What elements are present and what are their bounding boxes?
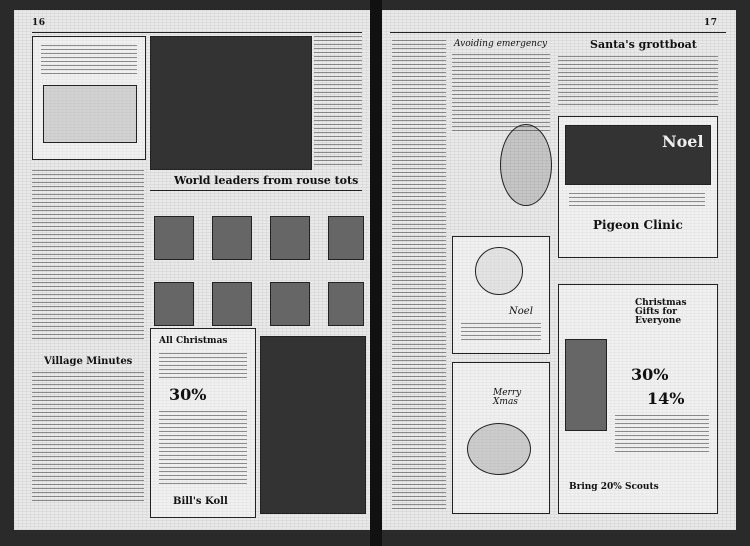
village-text [32,372,144,502]
ornament-illustration [43,85,137,143]
village-heading: Village Minutes [44,356,133,367]
header-rule [390,32,726,33]
left-column-text [392,40,446,510]
store-ad-body [159,411,247,487]
noel-ad-lines [461,323,541,343]
pigeon-ad-subtitle: Pigeon Clinic [593,218,683,232]
merry-xmas-ad [452,362,550,514]
store-ad-name: Bill's Koll [173,496,228,507]
side-heading: Avoiding emergency [454,39,548,49]
gutter [370,0,382,546]
gift-illustration [565,339,607,431]
pigeon-clinic-ad [558,116,718,258]
ad-text-lines [41,45,137,75]
header-rule [32,32,362,33]
child-photo [212,216,252,260]
pigeon-ad-photo [565,125,711,185]
right-page [382,10,736,530]
column-text [558,56,718,108]
heading-rule [150,190,362,191]
main-heading: World leaders from rouse tots [174,174,359,187]
gifts-ad-bottom: Bring 20% Scouts [569,482,659,492]
ornament-ad [32,36,146,160]
left-page-number: 16 [32,18,46,28]
child-photo [328,282,364,326]
store-ad-lines [159,353,247,381]
child-photo [212,282,252,326]
portrait-circle [500,124,552,206]
store-ad-discount: 30% [169,385,207,404]
gifts-ad-title: Christmas Gifts for Everyone [635,298,687,326]
decor-illustration [467,423,531,475]
child-photo [328,216,364,260]
store-ad-title: All Christmas [159,336,228,346]
child-photo [270,216,310,260]
store-ad [150,328,256,518]
noel-ad [452,236,550,354]
child-photo [270,282,310,326]
right-page-number: 17 [704,18,718,28]
column-heading: Santa's grottboat [590,38,697,51]
child-photo [154,282,194,326]
noel-ad-title: Noel [509,306,533,317]
child-photo [154,216,194,260]
pigeon-ad-title: Noel [662,132,704,151]
column-text [314,36,362,166]
merry-ad-title: Merry Xmas [493,388,522,407]
gifts-discount: 30% [631,365,669,384]
left-page [14,10,370,530]
left-column-text [32,170,144,340]
top-photo [150,36,312,170]
gifts-ad [558,284,718,514]
gifts-discount-2: 14% [647,389,685,408]
pigeon-ad-lines [569,193,705,209]
wreath-illustration [475,247,523,295]
gifts-ad-lines [615,415,709,455]
dark-photo-ad [260,336,366,514]
side-text [452,54,550,134]
